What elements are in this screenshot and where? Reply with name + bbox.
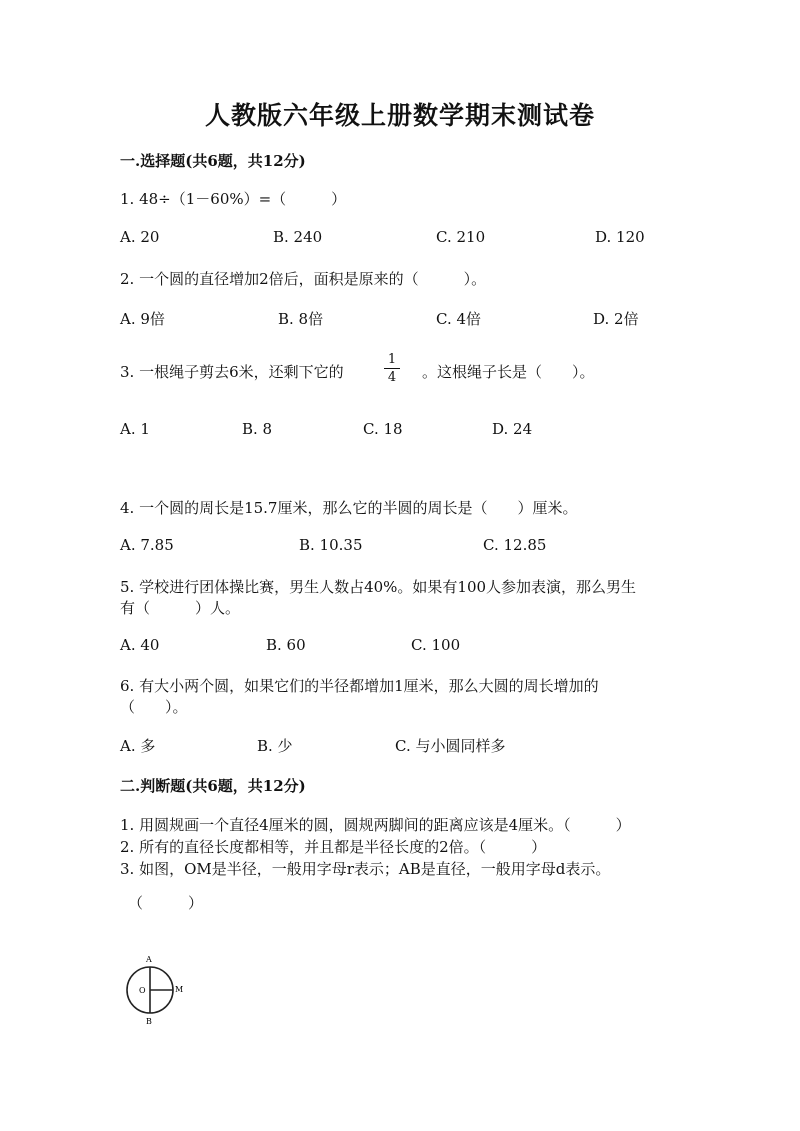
q1-option-c: C. 210	[436, 228, 486, 246]
q1-option-a: A. 20	[120, 228, 160, 246]
q2-option-c: C. 4倍	[436, 310, 482, 328]
q4-option-a: A. 7.85	[120, 536, 174, 554]
judgment-question-3-blank: （ ）	[128, 894, 204, 912]
question-3-after: 。这根绳子长是（ ）。	[422, 363, 595, 381]
label-b: B	[146, 1017, 152, 1026]
question-6-line2: （ ）。	[120, 698, 188, 716]
q4-option-b: B. 10.35	[299, 536, 363, 554]
q3-option-a: A. 1	[120, 420, 150, 438]
fraction-one-quarter	[384, 352, 400, 385]
question-5-line2: 有（ ）人。	[120, 599, 241, 617]
q6-option-a: A. 多	[120, 737, 156, 755]
question-6-line1: 6. 有大小两个圆，如果它们的半径都增加1厘米，那么大圆的周长增加的	[120, 677, 599, 695]
q2-option-a: A. 9倍	[120, 310, 165, 328]
judgment-question-3: 3. 如图，OM是半径，一般用字母r表示；AB是直径，一般用字母d表示。	[120, 860, 611, 878]
q6-option-c: C. 与小圆同样多	[395, 737, 506, 755]
question-3-before: 3. 一根绳子剪去6米，还剩下它的	[120, 363, 344, 381]
label-m: M	[175, 985, 184, 994]
q1-option-b: B. 240	[273, 228, 323, 246]
q5-option-b: B. 60	[266, 636, 306, 654]
label-a: A	[146, 955, 152, 964]
circle-diagram	[118, 950, 198, 1030]
fraction-numerator: 1	[384, 352, 400, 369]
question-2: 2. 一个圆的直径增加2倍后，面积是原来的（ ）。	[120, 270, 487, 288]
judgment-question-2: 2. 所有的直径长度都相等，并且都是半径长度的2倍。（ ）	[120, 838, 547, 856]
question-4: 4. 一个圆的周长是15.7厘米，那么它的半圆的周长是（ ）厘米。	[120, 499, 578, 517]
q1-option-d: D. 120	[595, 228, 645, 246]
q2-option-d: D. 2倍	[593, 310, 639, 328]
q5-option-c: C. 100	[411, 636, 461, 654]
q3-option-b: B. 8	[242, 420, 273, 438]
page-title: 人教版六年级上册数学期末测试卷	[204, 101, 595, 130]
question-5-line1: 5. 学校进行团体操比赛，男生人数占40%。如果有100人参加表演，那么男生	[120, 578, 637, 596]
q5-option-a: A. 40	[120, 636, 160, 654]
q4-option-c: C. 12.85	[483, 536, 547, 554]
question-1: 1. 48÷（1－60%）=（ ）	[120, 190, 347, 208]
section-heading-choice: 一.选择题(共6题，共12分)	[120, 152, 306, 170]
q6-option-b: B. 少	[257, 737, 293, 755]
section-heading-judgment: 二.判断题(共6题，共12分)	[120, 777, 306, 795]
q2-option-b: B. 8倍	[278, 310, 324, 328]
fraction-denominator: 4	[387, 370, 397, 385]
q3-option-c: C. 18	[363, 420, 403, 438]
judgment-question-1: 1. 用圆规画一个直径4厘米的圆，圆规两脚间的距离应该是4厘米。（ ）	[120, 816, 631, 834]
label-o: O	[139, 986, 146, 995]
q3-option-d: D. 24	[492, 420, 533, 438]
